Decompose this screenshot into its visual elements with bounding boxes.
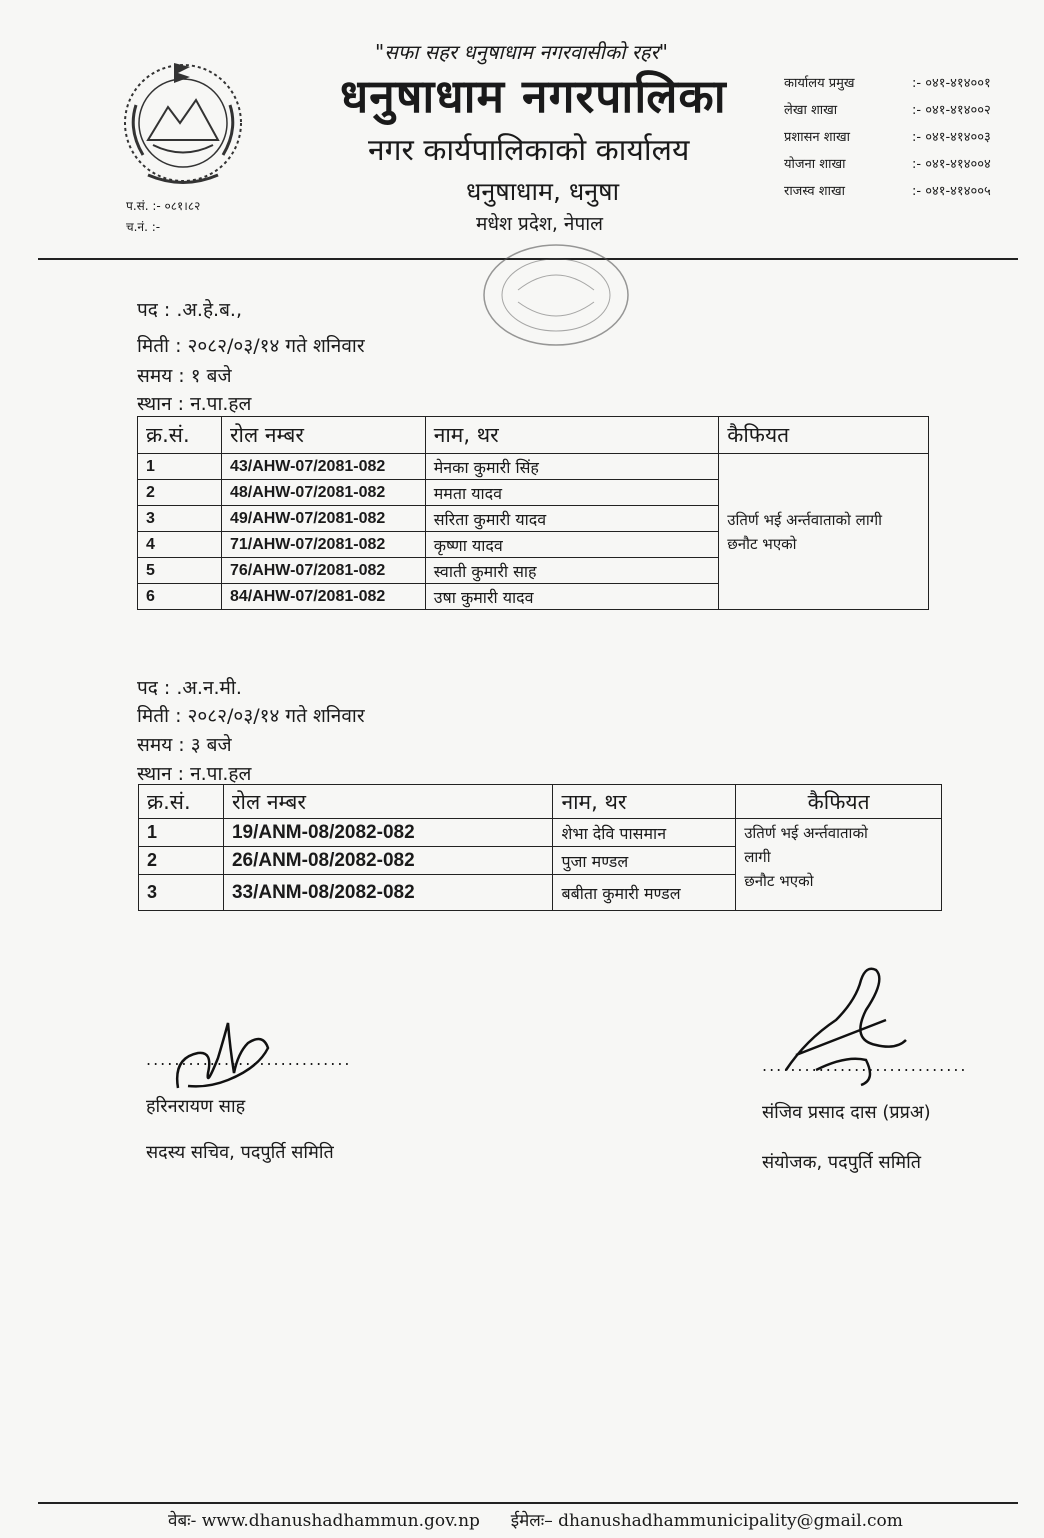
footer-divider: [38, 1502, 1018, 1504]
email-link[interactable]: dhanushadhammunicipality@gmail.com: [558, 1511, 903, 1531]
signature-line: .............................: [146, 1050, 352, 1069]
municipality-motto: "सफा सहर धनुषाधाम नगरवासीको रहर": [375, 40, 668, 64]
signature-line: .............................: [762, 1056, 968, 1075]
footer-contact: [168, 1508, 903, 1531]
candidate-name: बबीता कुमारी मण्डल: [553, 875, 736, 911]
municipality-name: धनुषाधाम नगरपालिका: [340, 69, 727, 123]
serial-number: 4: [138, 532, 222, 558]
table-header-row: [139, 785, 942, 819]
exam-venue: स्थान : न.पा.हल: [137, 393, 252, 415]
office-location: धनुषाधाम, धनुषा: [466, 177, 620, 206]
serial-number: 1: [138, 454, 222, 480]
roll-number: 76/AHW-07/2081-082: [221, 558, 425, 584]
serial-number: 3: [138, 506, 222, 532]
office-province: मधेश प्रदेश, नेपाल: [476, 213, 604, 235]
website-label: वेबः-: [168, 1511, 197, 1531]
roll-number: 26/ANM-08/2082-082: [223, 847, 553, 875]
remark-text: उतिर्ण भई अर्न्तवाताको: [744, 824, 868, 842]
roll-number: 71/AHW-07/2081-082: [221, 532, 425, 558]
contact-row: [784, 95, 1034, 122]
column-header: नाम, थर: [425, 417, 719, 454]
office-seal-icon: [478, 240, 634, 350]
remark-cell: [719, 454, 929, 610]
handwritten-signature-icon: [776, 960, 916, 1090]
post-title: पद : .अ.न.मी.: [137, 677, 242, 699]
serial-number: 2: [138, 480, 222, 506]
candidate-name: मेनका कुमारी सिंह: [425, 454, 719, 480]
serial-number: 1: [139, 819, 224, 847]
column-header: कैफियत: [719, 417, 929, 454]
email-label: ईमेलः–: [510, 1511, 553, 1531]
column-header: रोल नम्बर: [223, 785, 553, 819]
anm-results-table: [138, 784, 942, 911]
contact-label: कार्यालय प्रमुख: [784, 75, 855, 91]
ahw-results-table: [137, 416, 929, 610]
contact-row: [784, 122, 1034, 149]
contact-label: योजना शाखा: [784, 156, 846, 172]
contact-label: लेखा शाखा: [784, 102, 838, 118]
column-header: रोल नम्बर: [221, 417, 425, 454]
column-header: क्र.सं.: [139, 785, 224, 819]
contact-label: प्रशासन शाखा: [784, 129, 850, 145]
contact-number: :- ०४१-४१४००३: [912, 129, 991, 145]
exam-time: समय : ३ बजे: [137, 734, 232, 756]
remark-cell: [736, 819, 942, 911]
roll-number: 49/AHW-07/2081-082: [221, 506, 425, 532]
contact-number: :- ०४१-४१४००४: [912, 156, 991, 172]
serial-number: 2: [139, 847, 224, 875]
remark-text: छनौट भएको: [727, 534, 797, 553]
coordinator-name: संजिव प्रसाद दास (प्रप्रअ): [762, 1102, 931, 1123]
roll-number: 33/ANM-08/2082-082: [223, 875, 553, 911]
exam-date: मिती : २०८२/०३/१४ गते शनिवार: [137, 335, 365, 357]
contact-row: [784, 149, 1034, 176]
exam-time: समय : १ बजे: [137, 365, 232, 387]
member-secretary-name: हरिनरायण साह: [146, 1096, 246, 1117]
candidate-name: पुजा मण्डल: [553, 847, 736, 875]
contact-number: :- ०४१-४१४००२: [912, 102, 991, 118]
candidate-name: कृष्णा यादव: [425, 532, 719, 558]
remark-text: छनौट भएको: [744, 872, 814, 890]
column-header: कैफियत: [736, 785, 942, 819]
contact-list: [784, 68, 1034, 203]
website-link[interactable]: www.dhanushadhammun.gov.np: [201, 1511, 480, 1531]
office-name: नगर कार्यपालिकाको कार्यालय: [368, 133, 690, 168]
roll-number: 19/ANM-08/2082-082: [223, 819, 553, 847]
roll-number: 48/AHW-07/2081-082: [221, 480, 425, 506]
contact-number: :- ०४१-४१४००५: [912, 183, 991, 199]
exam-venue: स्थान : न.पा.हल: [137, 763, 252, 785]
nepal-emblem-icon: [108, 45, 258, 195]
contact-row: [784, 68, 1034, 95]
column-header: नाम, थर: [553, 785, 736, 819]
contact-label: राजस्व शाखा: [784, 183, 845, 199]
contact-number: :- ०४१-४१४००१: [912, 75, 991, 91]
coordinator-title: संयोजक, पदपुर्ति समिति: [762, 1152, 922, 1173]
remark-text: उतिर्ण भई अर्न्तवाताको लागी: [727, 510, 883, 529]
reference-dispatch-number: च.नं. :-: [126, 220, 161, 234]
table-header-row: [138, 417, 929, 454]
post-title: पद : .अ.हे.ब.,: [137, 299, 243, 321]
reference-fiscal-year: प.सं. :- ०८१।८२: [126, 199, 201, 213]
candidate-name: शेभा देवि पासमान: [553, 819, 736, 847]
roll-number: 43/AHW-07/2081-082: [221, 454, 425, 480]
candidate-name: सरिता कुमारी यादव: [425, 506, 719, 532]
handwritten-signature-icon: [168, 1018, 278, 1098]
roll-number: 84/AHW-07/2081-082: [221, 584, 425, 610]
table-row: [139, 819, 942, 847]
candidate-name: स्वाती कुमारी साह: [425, 558, 719, 584]
column-header: क्र.सं.: [138, 417, 222, 454]
member-secretary-title: सदस्य सचिव, पदपुर्ति समिति: [146, 1142, 334, 1163]
exam-date: मिती : २०८२/०३/१४ गते शनिवार: [137, 705, 365, 727]
candidate-name: ममता यादव: [425, 480, 719, 506]
contact-row: [784, 176, 1034, 203]
remark-text: लागी: [744, 848, 771, 866]
serial-number: 3: [139, 875, 224, 911]
serial-number: 6: [138, 584, 222, 610]
table-row: [138, 454, 929, 480]
serial-number: 5: [138, 558, 222, 584]
candidate-name: उषा कुमारी यादव: [425, 584, 719, 610]
